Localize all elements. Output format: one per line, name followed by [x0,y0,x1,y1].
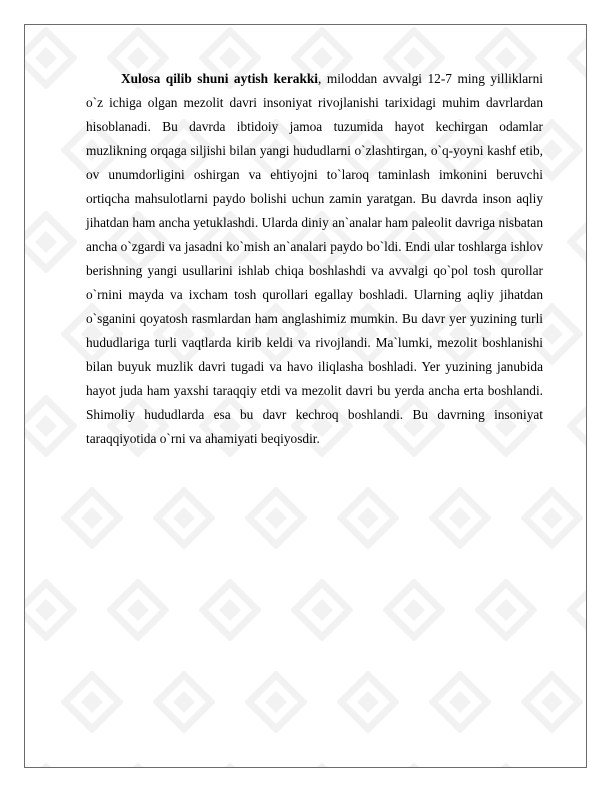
watermark-icon [291,763,353,768]
watermark-icon [429,487,491,549]
watermark-icon [24,579,77,641]
watermark-icon [567,27,587,89]
watermark-icon [153,487,215,549]
watermark-icon [567,395,587,457]
watermark-icon [383,763,445,768]
watermark-icon [337,671,399,733]
watermark-icon [291,579,353,641]
paragraph-body: , miloddan avvalgi 12-7 ming yilliklarni o`z ichiga olgan mezolit davri insoniyat rivojlanishi tarixidagi muhim davrlardan hisoblanadi. Bu davrda ibtidoiy jamoa tuzumida hayot kechirgan odamlar muzlikning orqaga siljishi bilan yangi hududlarni o`zlashtirgan, o`q-yoyni kashf etib, ov unumdorligini oshirgan va ehtiyojni to`laroq taminlash imkonini beruvchi ortiqcha mahsulotlarni paydo bolishi uchun zamin yaratgan. Bu davrda inson aqliy jihatdan ham ancha yetuklashdi. Ularda diniy an`analar ham paleolit davriga nisbatan ancha o`zgardi va jasadni ko`mish an`analari paydo bo`ldi. Endi ular toshlarga ishlov berishning yangi usullarini ishlab chiqa boshlashdi va avvalgi qo`pol tosh qurollar o`rnini mayda va ixcham tosh qurollari egallay boshladi. Ularning aqliy jihatdan o`sganini qoyatosh rasmlardan ham anglashimiz mumkin. Bu davr yer yuzining turli hududlariga turli vaqtlarda kirib keldi va rivojlandi. Ma`lumki, mezolit boshlanishi bilan buyuk muzlik davri tugadi va havo iliqlasha boshladi. Yer yuzining janubida hayot juda ham yaxshi taraqqiy etdi va mezolit davri bu yerda ancha erta boshlandi. Shimoliy hududlarda esa bu davr kechroq boshlandi. Bu davrning insoniyat taraqqiyotida o`rni va ahamiyati beqiyosdir. [86,71,543,446]
watermark-icon [245,487,307,549]
watermark-icon [24,211,77,273]
watermark-icon [475,763,537,768]
watermark-icon [567,579,587,641]
watermark-icon [107,579,169,641]
watermark-icon [475,579,537,641]
watermark-icon [61,487,123,549]
watermark-icon [153,671,215,733]
watermark-icon [107,763,169,768]
watermark-icon [521,487,583,549]
watermark-icon [199,763,261,768]
watermark-icon [24,27,77,89]
document-text [86,67,543,451]
watermark-icon [567,763,587,768]
watermark-icon [337,487,399,549]
conclusion-paragraph [86,67,543,451]
watermark-icon [199,579,261,641]
watermark-icon [245,671,307,733]
watermark-icon [383,579,445,641]
lead-phrase: Xulosa qilib shuni aytish kerakki [121,71,318,86]
watermark-icon [24,395,77,457]
watermark-icon [429,671,491,733]
watermark-icon [521,671,583,733]
watermark-icon [567,211,587,273]
watermark-icon [24,763,77,768]
watermark-icon [61,671,123,733]
